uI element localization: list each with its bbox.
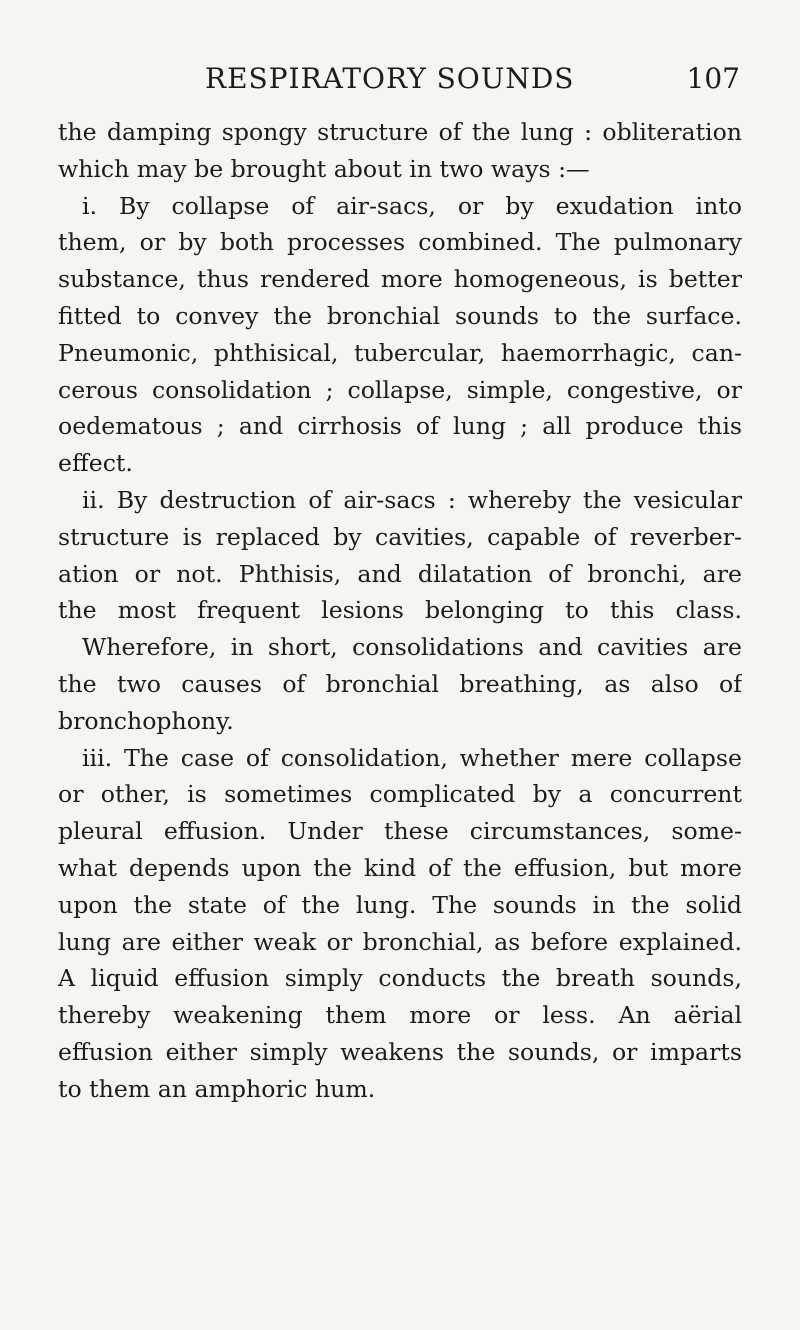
text-line: i. By collapse of air-sacs, or by exudation into [82, 191, 742, 220]
text-line: Wherefore, in short, consolidations and cavities are [82, 633, 742, 662]
running-header [190, 62, 740, 102]
text-line: lung are either weak or bronchial, as before explained. [58, 927, 742, 956]
text-line: thereby weakening them more or less. An aërial [58, 1001, 742, 1030]
body-text [58, 114, 742, 1108]
text-line: the two causes of bronchial breathing, as also of [58, 669, 742, 698]
text-line: iii. The case of consolidation, whether mere collapse [82, 743, 742, 772]
text-line: substance, thus rendered more homogeneous, is better [58, 265, 742, 294]
page-number: 107 [686, 62, 740, 95]
text-line: effusion either simply weakens the sounds, or imparts [58, 1037, 742, 1066]
text-line: what depends upon the kind of the effusion, but more [58, 853, 742, 882]
text-line: upon the state of the lung. The sounds in the solid [58, 890, 742, 919]
text-line: A liquid effusion simply conducts the breath sounds, [58, 964, 742, 993]
text-line: pleural effusion. Under these circumstances, some- [58, 817, 742, 846]
text-line: or other, is sometimes complicated by a concurrent [58, 780, 742, 809]
text-line: bronchophony. [58, 706, 234, 735]
text-line: ation or not. Phthisis, and dilatation of bronchi, are [58, 559, 742, 588]
text-line: the damping spongy structure of the lung : obliteration [58, 118, 742, 146]
text-line: oedematous ; and cirrhosis of lung ; all produce this [58, 412, 742, 441]
text-line: structure is replaced by cavities, capable of reverber- [58, 522, 742, 551]
text-line: fitted to convey the bronchial sounds to the surface. [58, 301, 742, 330]
text-line: cerous consolidation ; collapse, simple, congestive, or [58, 375, 742, 404]
text-line: Pneumonic, phthisical, tubercular, haemorrhagic, can- [58, 338, 742, 367]
text-line: the most frequent lesions belonging to this class. [58, 596, 742, 625]
text-line: which may be brought about in two ways :— [58, 154, 590, 183]
text-line: to them an amphoric hum. [58, 1074, 376, 1103]
running-head-title: RESPIRATORY SOUNDS [205, 62, 575, 95]
text-line: effect. [58, 449, 133, 478]
text-line: them, or by both processes combined. The pulmonary [58, 228, 742, 257]
text-line: ii. By destruction of air-sacs : whereby the vesicular [82, 485, 742, 514]
